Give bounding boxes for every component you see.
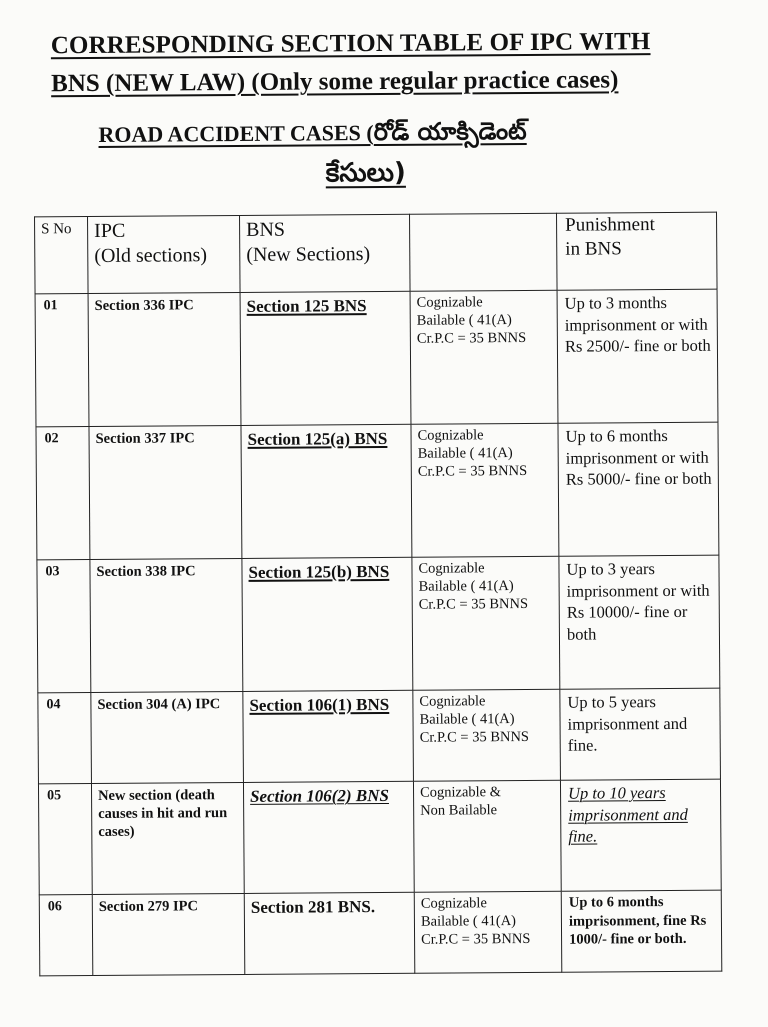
header-status (410, 213, 558, 291)
row-ipc-section: Section 279 IPC (92, 893, 245, 975)
header-bns (240, 214, 411, 292)
bns-section-text: Section 125 BNS (246, 296, 367, 316)
row-bns-section (243, 781, 414, 893)
header-ipc-line1: IPC (94, 219, 126, 242)
bns-section-text: Section 125(a) BNS (247, 428, 388, 449)
subtitle-english: ROAD ACCIDENT CASES ( (98, 120, 374, 147)
punishment-text: Up to 10 years imprisonment and fine. (567, 783, 688, 846)
subtitle-telugu-part2: కేసులు) (325, 157, 406, 189)
row-sno: 02 (36, 427, 90, 560)
row-ipc-section: Section 336 IPC (88, 292, 241, 426)
header-ipc (88, 215, 241, 293)
header-punishment (557, 212, 718, 290)
row-sno: 06 (39, 895, 93, 976)
table-row (39, 890, 722, 976)
header-sno: S No (35, 217, 89, 294)
row-ipc-section: New section (death causes in hit and run cases) (91, 782, 244, 894)
row-punishment: Up to 5 years imprisonment and fine. (560, 688, 721, 780)
row-status: Cognizable Bailable ( 41(A) Cr.P.C = 35 BNNS (413, 689, 561, 781)
row-sno: 04 (38, 693, 92, 784)
document-title-line2: BNS (NEW LAW) (Only some regular practice cases) (50, 66, 619, 98)
header-punishment-line2: in BNS (565, 238, 622, 260)
document-title-line1: CORRESPONDING SECTION TABLE OF IPC WITH (50, 28, 651, 60)
row-punishment: Up to 6 months imprisonment, fine Rs 1000/- fine or both. (561, 890, 722, 972)
row-punishment: Up to 6 months imprisonment or with Rs 5000/- fine or both (558, 422, 719, 556)
subtitle-telugu-part1: రోడ్ యాక్సిడెంట్ (373, 116, 527, 147)
row-bns-section (243, 690, 414, 782)
row-ipc-section: Section 304 (A) IPC (91, 691, 244, 783)
row-ipc-section: Section 338 IPC (90, 558, 243, 692)
row-bns-section (241, 424, 412, 558)
row-ipc-section: Section 337 IPC (89, 425, 242, 559)
row-sno: 01 (35, 294, 89, 427)
table-row (38, 779, 721, 895)
row-status: Cognizable & Non Bailable (413, 780, 561, 892)
row-status: Cognizable Bailable ( 41(A) Cr.P.C = 35 BNNS (410, 290, 558, 424)
row-punishment: Up to 3 years imprisonment or with Rs 10000/- fine or both (559, 555, 720, 689)
table-row (35, 289, 718, 427)
row-bns-section (244, 892, 415, 974)
bns-section-text: Section 106(1) BNS (249, 694, 390, 715)
bns-section-text: Section 281 BNS. (250, 897, 376, 917)
row-sno: 03 (37, 560, 91, 693)
section-subtitle (98, 117, 526, 154)
ipc-bns-table (34, 212, 722, 977)
header-bns-line1: BNS (246, 218, 286, 241)
bns-section-text: Section 125(b) BNS (248, 561, 390, 582)
table-header-row (35, 212, 718, 294)
row-status: Cognizable Bailable ( 41(A) Cr.P.C = 35 BNNS (412, 556, 560, 690)
header-ipc-line2: (Old sections) (94, 244, 208, 267)
bns-section-text: Section 106(2) BNS (249, 785, 389, 806)
row-bns-section (242, 557, 413, 691)
row-punishment: Up to 3 months imprisonment or with Rs 2500/- fine or both (557, 289, 718, 423)
header-bns-line2: (New Sections) (246, 243, 371, 266)
row-punishment (560, 779, 721, 891)
row-status: Cognizable Bailable ( 41(A) Cr.P.C = 35 BNNS (414, 891, 562, 973)
row-status: Cognizable Bailable ( 41(A) Cr.P.C = 35 BNNS (411, 423, 559, 557)
table-row (38, 688, 721, 784)
row-sno: 05 (38, 784, 92, 895)
table-row (36, 422, 719, 560)
row-bns-section (240, 291, 411, 425)
header-punishment-line1: Punishment (565, 214, 655, 236)
table-row (37, 555, 720, 693)
